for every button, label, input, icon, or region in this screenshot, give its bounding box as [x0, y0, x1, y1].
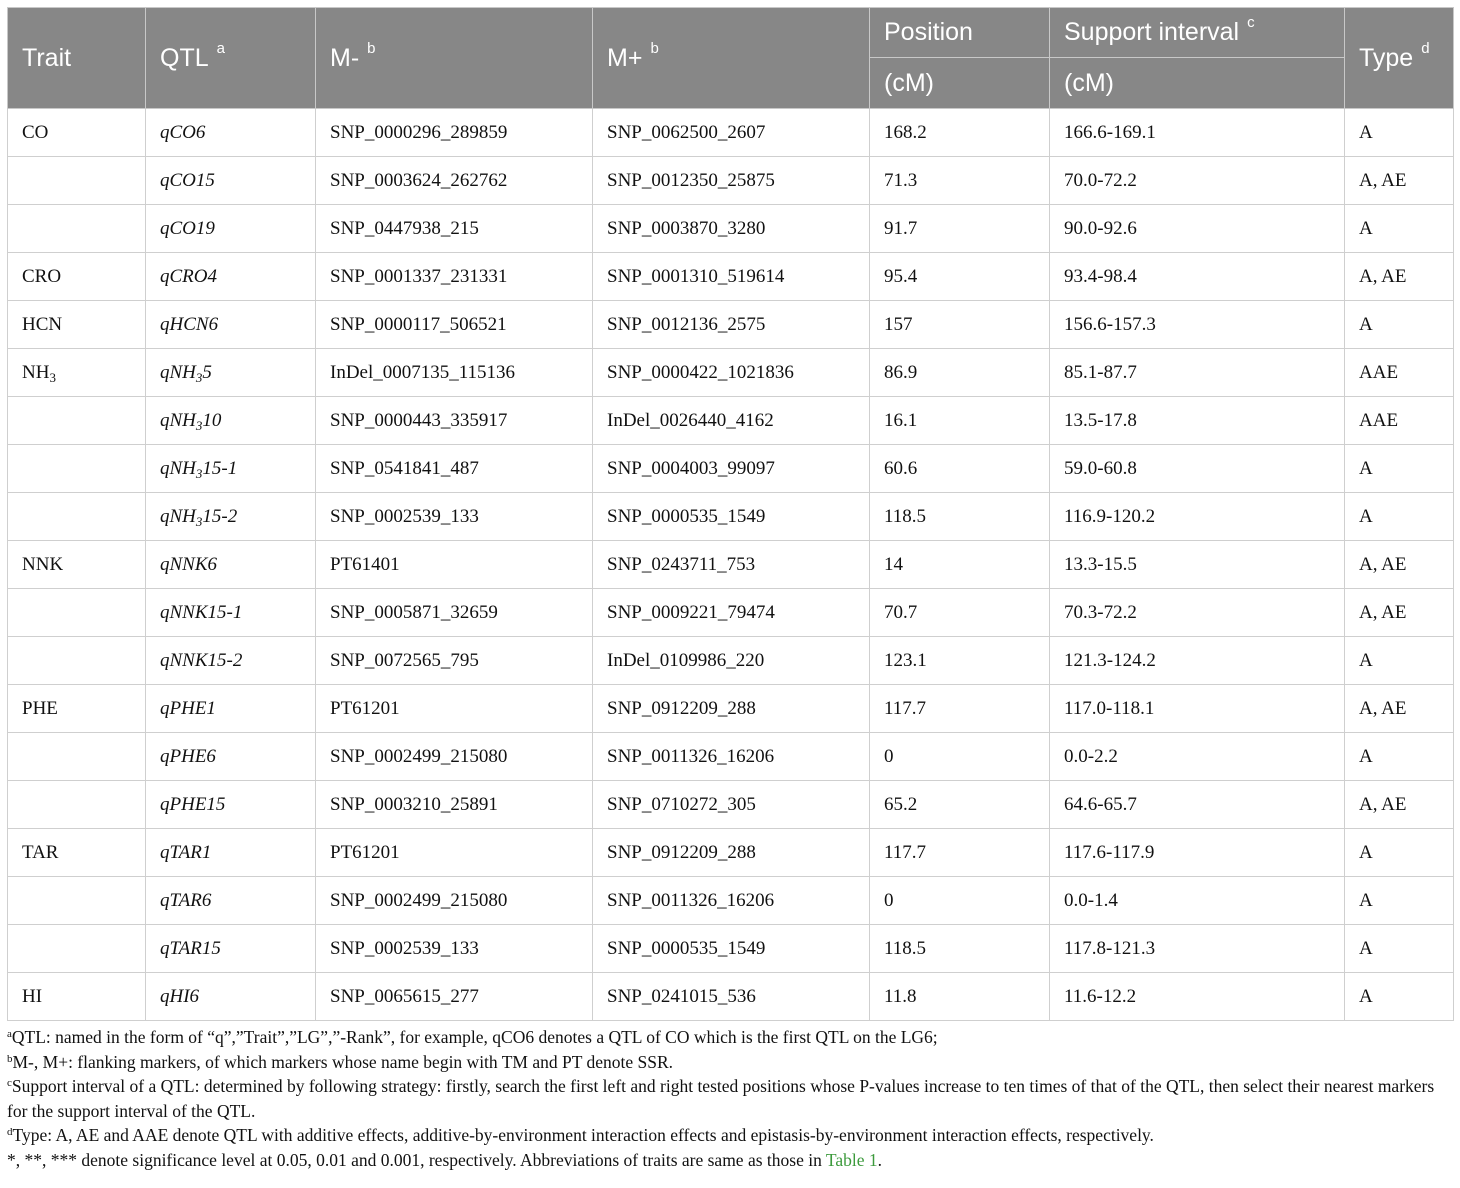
table-container: [7, 7, 1453, 1172]
cell-m-plus: SNP_0062500_2607: [593, 109, 870, 157]
cell-position: 0: [870, 733, 1050, 781]
cell-trait: CO: [8, 109, 146, 157]
footnote-a: $^a$QTL: named in the form of “q”,”Trait”,”LG”,”-Rank”, for example, qCO6 denotes a QTL of CO which is the first QTL on the LG6;: [7, 1027, 938, 1047]
cell-qtl: qNNK15-2: [146, 637, 316, 685]
cell-m-plus: InDel_0026440_4162: [593, 397, 870, 445]
cell-m-minus: SNP_0003210_25891: [316, 781, 593, 829]
cell-trait: [8, 205, 146, 253]
cell-qtl: qCO6: [146, 109, 316, 157]
cell-m-minus: PT61201: [316, 685, 593, 733]
table-row: [8, 109, 1454, 157]
cell-qtl: qTAR15: [146, 925, 316, 973]
cell-support-interval: 117.8-121.3: [1050, 925, 1345, 973]
cell-support-interval: 85.1-87.7: [1050, 349, 1345, 397]
cell-support-interval: 70.0-72.2: [1050, 157, 1345, 205]
cell-position: 11.8: [870, 973, 1050, 1021]
cell-type: A: [1345, 973, 1454, 1021]
table-row: [8, 685, 1454, 733]
cell-type: A, AE: [1345, 589, 1454, 637]
cell-m-minus: SNP_0001337_231331: [316, 253, 593, 301]
cell-m-plus: InDel_0109986_220: [593, 637, 870, 685]
header-position: Position: [870, 8, 1050, 58]
cell-position: 70.7: [870, 589, 1050, 637]
footnote-c: $^c$Support interval of a QTL: determined by following strategy: firstly, search the first left and right tested positions whose P-values increase to ten times of that of the QTL, then select their nearest markers for the support interval of the QTL.: [7, 1076, 1435, 1121]
cell-qtl: qNH$_3$15-2: [146, 493, 316, 541]
cell-m-plus: SNP_0241015_536: [593, 973, 870, 1021]
cell-m-minus: InDel_0007135_115136: [316, 349, 593, 397]
table-row: [8, 493, 1454, 541]
cell-support-interval: 70.3-72.2: [1050, 589, 1345, 637]
table-row: [8, 397, 1454, 445]
footnote-significance: *, **, *** denote significance level at 0.05, 0.01 and 0.001, respectively. Abbreviations of traits are same as those in Table 1.: [7, 1149, 883, 1170]
qtl-table: [7, 7, 1454, 1021]
cell-qtl: qNH$_3$5: [146, 349, 316, 397]
cell-trait: NNK: [8, 541, 146, 589]
table-row: [8, 541, 1454, 589]
cell-trait: [8, 493, 146, 541]
header-m-plus: M+ $^b$: [593, 8, 870, 109]
cell-qtl: qNNK6: [146, 541, 316, 589]
cell-support-interval: 166.6-169.1: [1050, 109, 1345, 157]
cell-m-plus: SNP_0001310_519614: [593, 253, 870, 301]
cell-position: 118.5: [870, 493, 1050, 541]
cell-support-interval: 59.0-60.8: [1050, 445, 1345, 493]
cell-position: 86.9: [870, 349, 1050, 397]
cell-trait: [8, 733, 146, 781]
table-row: [8, 973, 1454, 1021]
cell-m-minus: SNP_0002539_133: [316, 925, 593, 973]
cell-m-minus: SNP_0005871_32659: [316, 589, 593, 637]
cell-type: A: [1345, 877, 1454, 925]
cell-m-plus: SNP_0912209_288: [593, 685, 870, 733]
cell-m-plus: SNP_0004003_99097: [593, 445, 870, 493]
cell-support-interval: 121.3-124.2: [1050, 637, 1345, 685]
cell-m-minus: SNP_0002539_133: [316, 493, 593, 541]
cell-trait: TAR: [8, 829, 146, 877]
cell-position: 157: [870, 301, 1050, 349]
footnote-b: $^b$M-, M+: flanking markers, of which markers whose name begin with TM and PT denote SSR.: [7, 1051, 674, 1072]
cell-trait: [8, 637, 146, 685]
cell-type: A: [1345, 733, 1454, 781]
header-trait: Trait: [8, 8, 146, 109]
header-m-minus: M- $^b$: [316, 8, 593, 109]
cell-m-plus: SNP_0012136_2575: [593, 301, 870, 349]
table-row: [8, 829, 1454, 877]
table-row: [8, 877, 1454, 925]
cell-trait: [8, 397, 146, 445]
cell-type: A: [1345, 829, 1454, 877]
cell-support-interval: 116.9-120.2: [1050, 493, 1345, 541]
cell-support-interval: 13.3-15.5: [1050, 541, 1345, 589]
cell-type: A: [1345, 205, 1454, 253]
footnote-d: $^d$Type: A, AE and AAE denote QTL with additive effects, additive-by-environment interaction effects and epistasis-by-environment interaction effects, respectively.: [7, 1125, 1154, 1145]
table-footnotes: [7, 1025, 1453, 1172]
cell-qtl: qCO19: [146, 205, 316, 253]
cell-trait: PHE: [8, 685, 146, 733]
header-support-unit: (cM): [1050, 58, 1345, 109]
cell-position: 123.1: [870, 637, 1050, 685]
cell-qtl: qNH$_3$15-1: [146, 445, 316, 493]
cell-qtl: qPHE1: [146, 685, 316, 733]
table-row: [8, 301, 1454, 349]
cell-m-minus: SNP_0002499_215080: [316, 733, 593, 781]
cell-support-interval: 11.6-12.2: [1050, 973, 1345, 1021]
cell-support-interval: 13.5-17.8: [1050, 397, 1345, 445]
cell-trait: [8, 781, 146, 829]
cell-m-plus: SNP_0710272_305: [593, 781, 870, 829]
cell-qtl: qPHE15: [146, 781, 316, 829]
cell-m-plus: SNP_0009221_79474: [593, 589, 870, 637]
cell-m-minus: SNP_0065615_277: [316, 973, 593, 1021]
header-position-unit: (cM): [870, 58, 1050, 109]
cell-m-plus: SNP_0000535_1549: [593, 493, 870, 541]
cell-m-minus: PT61401: [316, 541, 593, 589]
cell-type: A, AE: [1345, 253, 1454, 301]
cell-position: 14: [870, 541, 1050, 589]
cell-support-interval: 156.6-157.3: [1050, 301, 1345, 349]
cell-type: AAE: [1345, 397, 1454, 445]
cell-type: A, AE: [1345, 781, 1454, 829]
cell-qtl: qCRO4: [146, 253, 316, 301]
cell-trait: [8, 877, 146, 925]
cell-position: 91.7: [870, 205, 1050, 253]
header-support-interval: Support interval $^c$: [1050, 8, 1345, 58]
cell-type: A, AE: [1345, 157, 1454, 205]
table-row: [8, 637, 1454, 685]
table-row: [8, 733, 1454, 781]
cell-type: A: [1345, 637, 1454, 685]
cell-m-plus: SNP_0000535_1549: [593, 925, 870, 973]
cell-trait: [8, 925, 146, 973]
cell-type: AAE: [1345, 349, 1454, 397]
cell-position: 16.1: [870, 397, 1050, 445]
cell-support-interval: 0.0-2.2: [1050, 733, 1345, 781]
cell-support-interval: 117.0-118.1: [1050, 685, 1345, 733]
cell-m-minus: SNP_0000296_289859: [316, 109, 593, 157]
cell-position: 71.3: [870, 157, 1050, 205]
table-row: [8, 157, 1454, 205]
cell-m-plus: SNP_0243711_753: [593, 541, 870, 589]
cell-support-interval: 117.6-117.9: [1050, 829, 1345, 877]
table-1-link[interactable]: Table 1: [825, 1149, 878, 1170]
cell-m-minus: SNP_0447938_215: [316, 205, 593, 253]
table-row: [8, 349, 1454, 397]
cell-m-minus: SNP_0000443_335917: [316, 397, 593, 445]
cell-position: 65.2: [870, 781, 1050, 829]
cell-qtl: qHCN6: [146, 301, 316, 349]
cell-m-minus: SNP_0003624_262762: [316, 157, 593, 205]
cell-position: 0: [870, 877, 1050, 925]
cell-trait: [8, 445, 146, 493]
cell-type: A, AE: [1345, 541, 1454, 589]
cell-trait: HCN: [8, 301, 146, 349]
cell-m-minus: SNP_0541841_487: [316, 445, 593, 493]
cell-type: A: [1345, 109, 1454, 157]
cell-type: A: [1345, 445, 1454, 493]
cell-trait: $NH_3$: [8, 349, 146, 397]
cell-position: 95.4: [870, 253, 1050, 301]
cell-trait: HI: [8, 973, 146, 1021]
cell-position: 118.5: [870, 925, 1050, 973]
cell-trait: CRO: [8, 253, 146, 301]
table-row: [8, 781, 1454, 829]
cell-qtl: qTAR1: [146, 829, 316, 877]
cell-position: 60.6: [870, 445, 1050, 493]
cell-trait: [8, 589, 146, 637]
table-row: [8, 589, 1454, 637]
cell-m-minus: SNP_0000117_506521: [316, 301, 593, 349]
table-body: [8, 109, 1454, 1021]
cell-m-plus: SNP_0012350_25875: [593, 157, 870, 205]
cell-support-interval: 90.0-92.6: [1050, 205, 1345, 253]
cell-m-plus: SNP_0912209_288: [593, 829, 870, 877]
cell-type: A: [1345, 925, 1454, 973]
cell-type: A: [1345, 301, 1454, 349]
cell-position: 117.7: [870, 829, 1050, 877]
cell-qtl: qHI6: [146, 973, 316, 1021]
cell-position: 168.2: [870, 109, 1050, 157]
cell-qtl: qTAR6: [146, 877, 316, 925]
cell-support-interval: 0.0-1.4: [1050, 877, 1345, 925]
table-row: [8, 205, 1454, 253]
header-type: Type $^d$: [1345, 8, 1454, 109]
cell-position: 117.7: [870, 685, 1050, 733]
cell-qtl: qNH$_3$10: [146, 397, 316, 445]
header-qtl: QTL $^a$: [146, 8, 316, 109]
cell-m-minus: PT61201: [316, 829, 593, 877]
cell-qtl: qPHE6: [146, 733, 316, 781]
table-row: [8, 253, 1454, 301]
cell-trait: [8, 157, 146, 205]
table-row: [8, 925, 1454, 973]
cell-m-plus: SNP_0003870_3280: [593, 205, 870, 253]
table-header: [8, 8, 1454, 109]
cell-support-interval: 64.6-65.7: [1050, 781, 1345, 829]
cell-qtl: qCO15: [146, 157, 316, 205]
cell-m-plus: SNP_0000422_1021836: [593, 349, 870, 397]
cell-m-minus: SNP_0002499_215080: [316, 877, 593, 925]
cell-type: A, AE: [1345, 685, 1454, 733]
cell-m-minus: SNP_0072565_795: [316, 637, 593, 685]
cell-m-plus: SNP_0011326_16206: [593, 733, 870, 781]
cell-type: A: [1345, 493, 1454, 541]
cell-support-interval: 93.4-98.4: [1050, 253, 1345, 301]
table-row: [8, 445, 1454, 493]
cell-m-plus: SNP_0011326_16206: [593, 877, 870, 925]
cell-qtl: qNNK15-1: [146, 589, 316, 637]
